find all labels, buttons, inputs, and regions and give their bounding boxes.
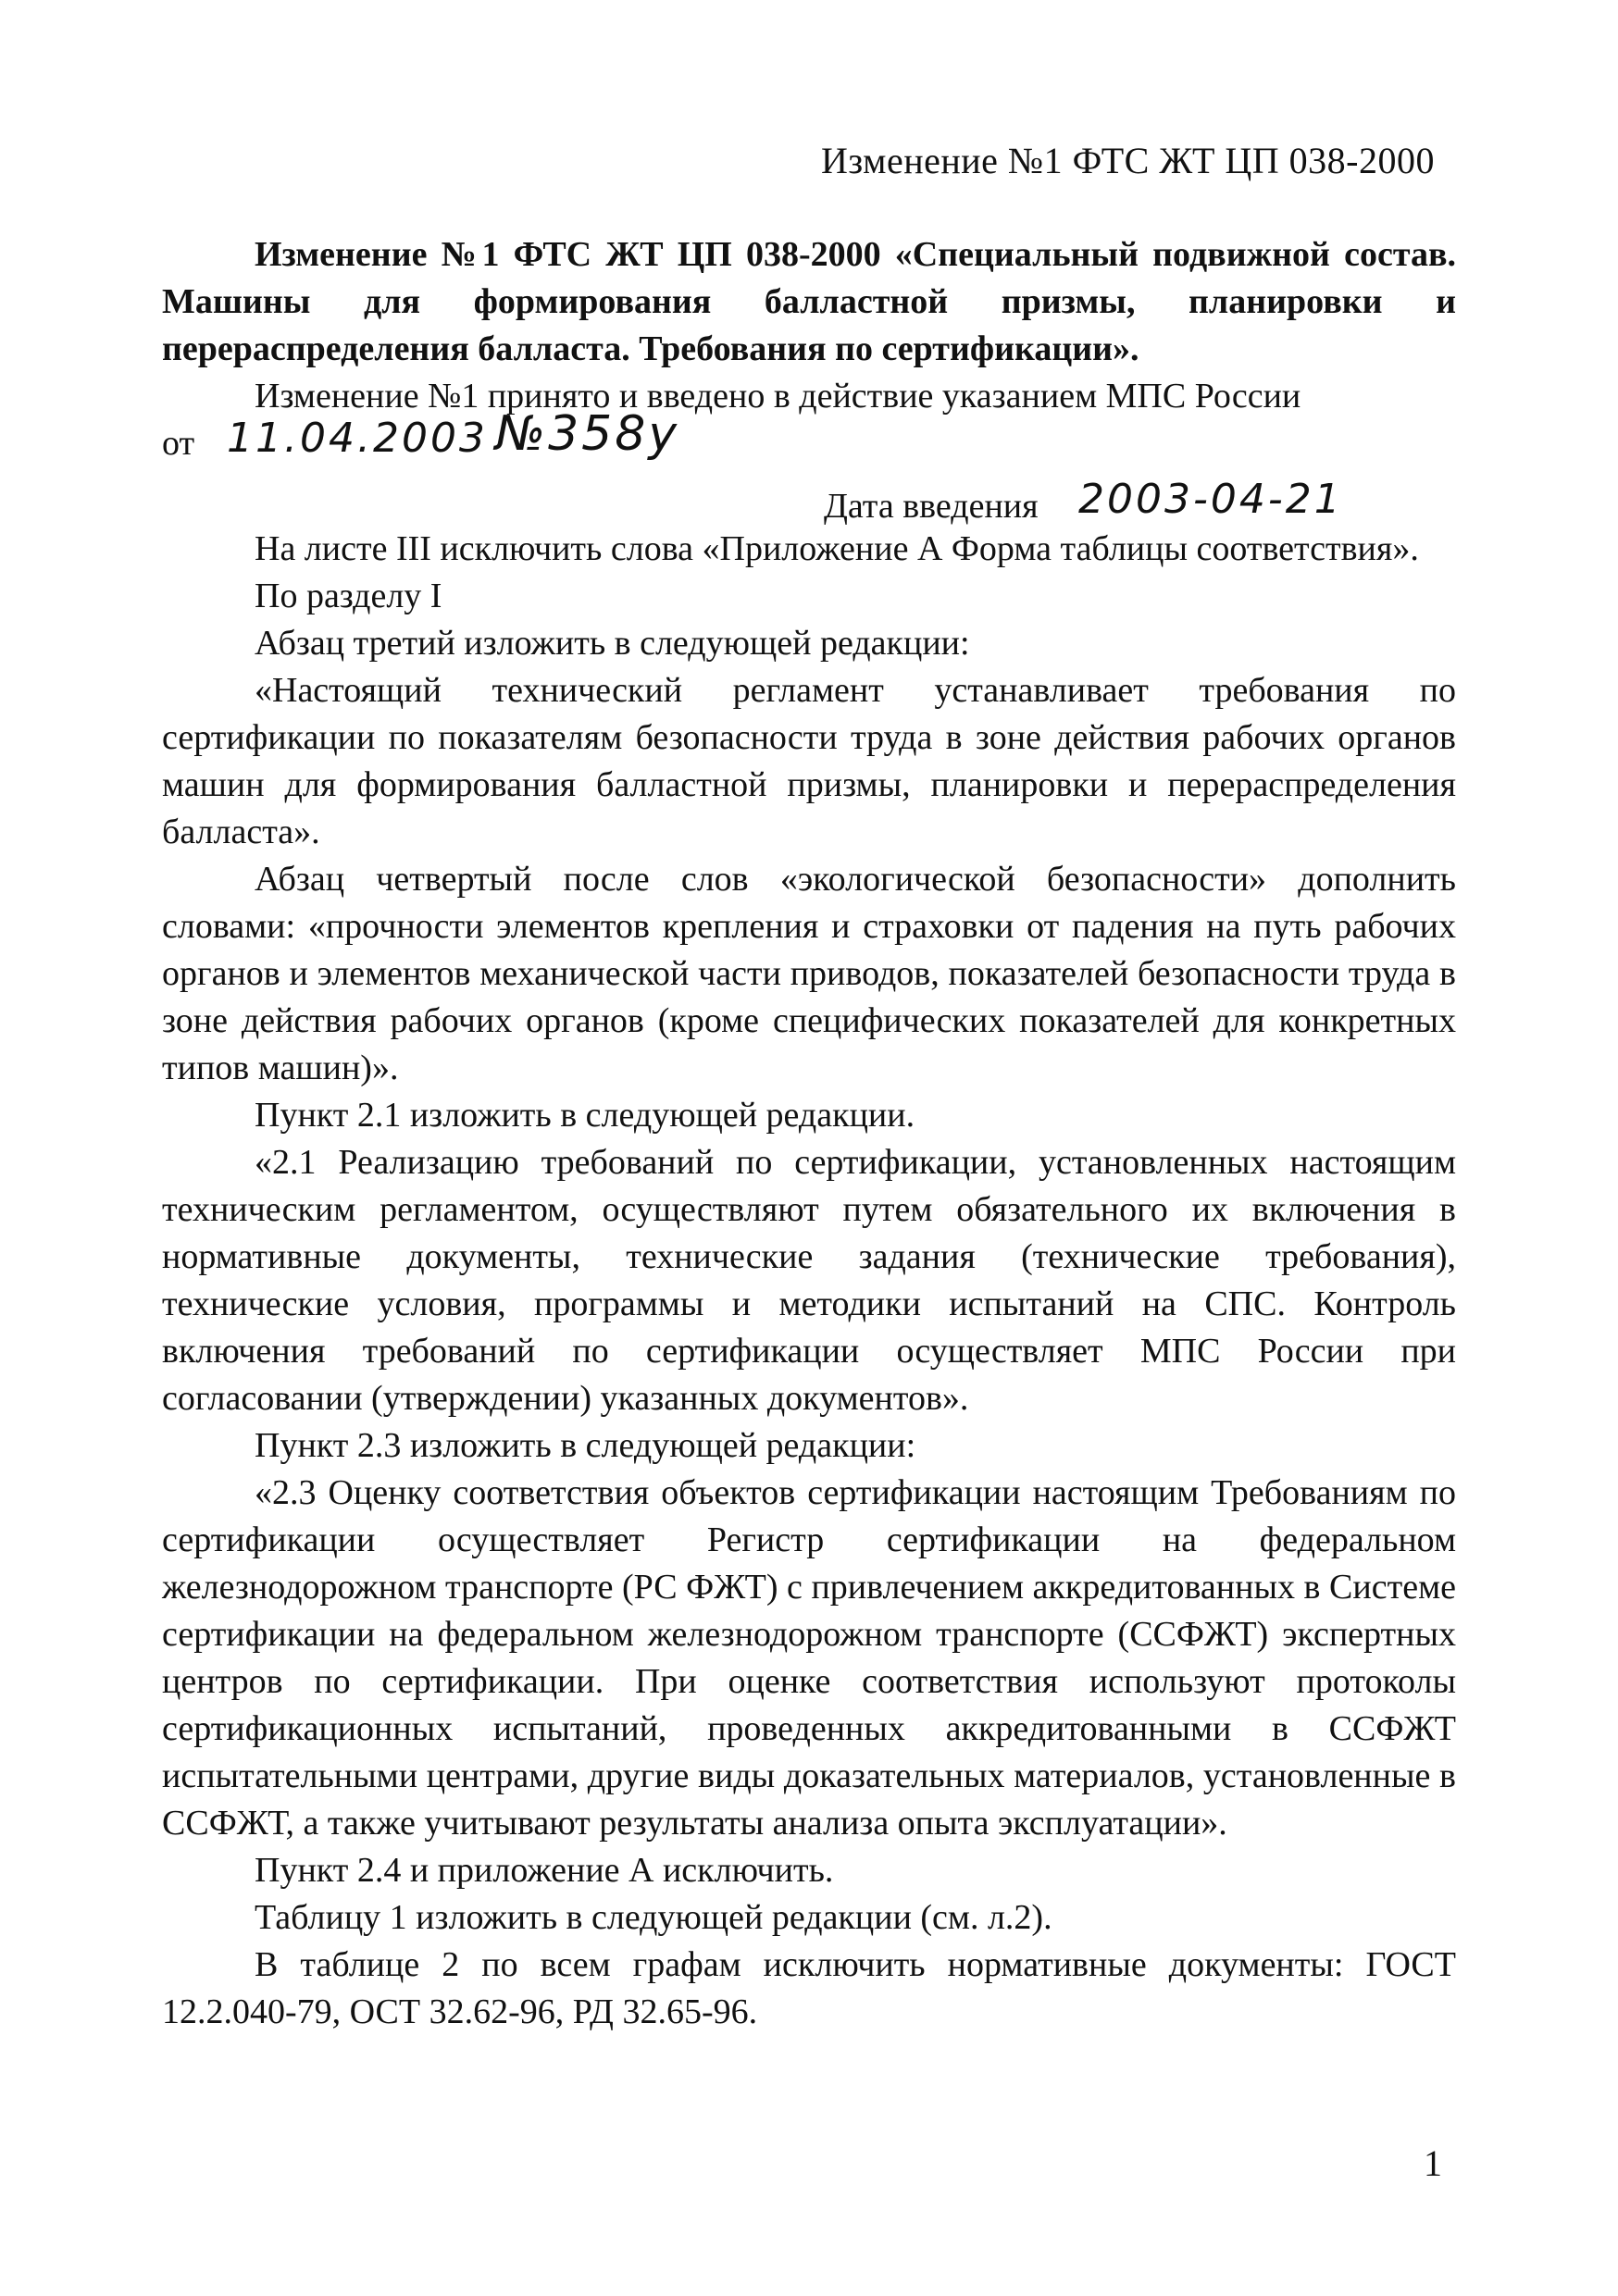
document-header: Изменение №1 ФТС ЖТ ЦП 038-2000 — [821, 140, 1435, 181]
paragraph: «Настоящий технический регламент устанавливает требования по сертификации по показателям безопасности труда в зоне действия рабочих органов машин для формирования балластной призмы, планировки и перераспределения балласта». — [162, 671, 1456, 851]
paragraph: В таблице 2 по всем графам исключить нормативные документы: ГОСТ 12.2.040-79, ОСТ 32.62-96, РД 32.65-96. — [162, 1945, 1456, 2031]
paragraph: «2.3 Оценку соответствия объектов сертификации настоящим Требованиям по сертификации осуществляет Регистр сертификации на федеральном железнодорожном транспорте (РС ФЖТ) с привлечением аккредитованных в Системе сертификации на федеральном железнодорожном транспорте (ССФЖТ) экспертных центров по сертификации. При оценке соответствия используют протоколы сертификационных испытаний, проведенных аккредитованными в ССФЖТ испытательными центрами, другие виды доказательных материалов, установленные в ССФЖТ, а также учитывают результаты анализа опыта эксплуатации». — [162, 1473, 1456, 1843]
introduction-date-handwritten: 2003-04-21 — [1078, 476, 1343, 523]
paragraph: По разделу I — [255, 577, 442, 615]
order-prefix: от — [162, 424, 195, 463]
adoption-text: Изменение №1 принято и введено в действие указанием МПС России — [255, 377, 1301, 416]
paragraph: Пункт 2.4 и приложение А исключить. — [255, 1851, 834, 1890]
introduction-date-line — [162, 470, 1456, 526]
order-date-handwritten: 11.04.2003 — [227, 415, 488, 462]
paragraph: «2.1 Реализацию требований по сертификации, установленных настоящим техническим регламентом, осуществляют путем обязательного их включения в нормативные документы, технические задания (технические требования), технические условия, программы и методики испытаний на СПС. Контроль включения требований по сертификации осуществляет МПС России при согласовании (утверждении) указанных документов». — [162, 1143, 1456, 1418]
introduction-date-label: Дата введения — [824, 487, 1039, 526]
paragraph: Пункт 2.1 изложить в следующей редакции. — [255, 1096, 915, 1135]
document-title: Изменение №1 ФТС ЖТ ЦП 038-2000 «Специальный подвижной состав. Машины для формирования балластной призмы, планировки и перераспределения балласта. Требования по сертификации». — [162, 235, 1456, 368]
document-body — [162, 231, 1456, 2036]
paragraph: Абзац третий изложить в следующей редакции: — [255, 624, 970, 663]
paragraph: Пункт 2.3 изложить в следующей редакции: — [255, 1426, 916, 1465]
paragraph: На листе III исключить слова «Приложение А Форма таблицы соответствия». — [255, 529, 1419, 568]
paragraph: Абзац четвертый после слов «экологической безопасности» дополнить словами: «прочности элементов крепления и страховки от падения на путь рабочих органов и элементов механической части приводов, показателей безопасности труда в зоне действия рабочих органов (кроме специфических показателей для конкретных типов машин)». — [162, 860, 1456, 1087]
paragraph: Таблицу 1 изложить в следующей редакции (см. л.2). — [255, 1898, 1052, 1937]
order-line — [162, 406, 1456, 470]
page-number: 1 — [1424, 2142, 1442, 2184]
order-number-handwritten: №358у — [495, 406, 680, 462]
